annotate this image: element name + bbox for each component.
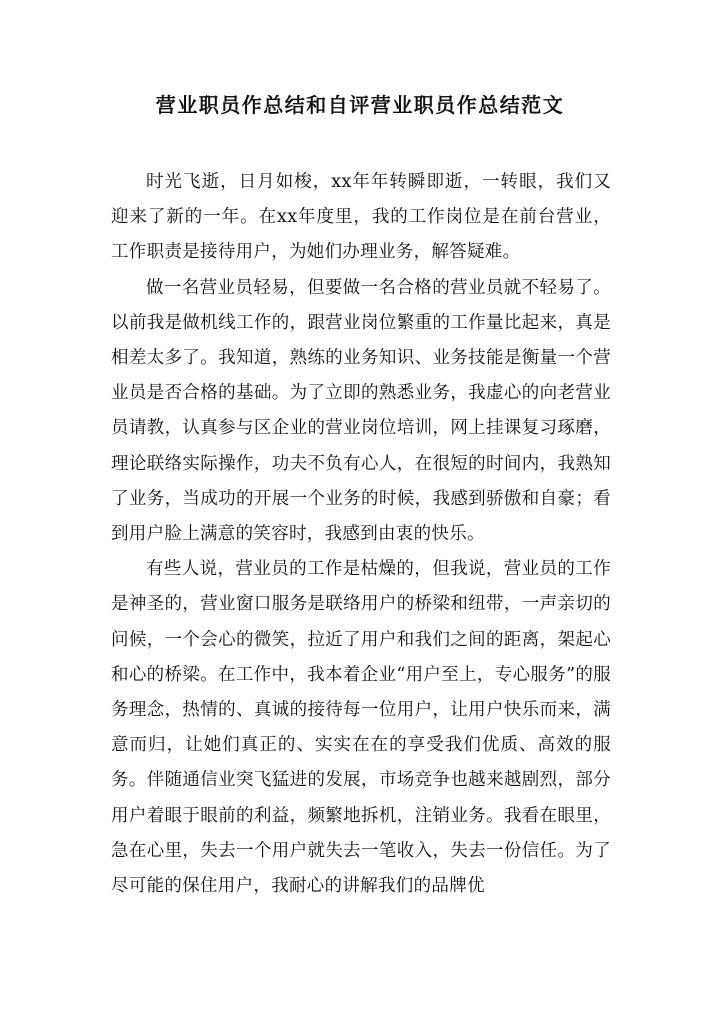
paragraph: 时光飞逝，日月如梭，xx年年转瞬即逝，一转眼，我们又迎来了新的一年。在xx年度里，我的工作岗位是在前台营业，工作职责是接待用户，为她们办理业务，解答疑难。 [111, 172, 611, 263]
paragraph: 有些人说，营业员的工作是枯燥的，但我说，营业员的工作是神圣的，营业窗口服务是联络用户的桥梁和纽带，一声亲切的问候，一个会心的微笑，拉近了用户和我们之间的距离，架起心和心的桥梁。在工作中，我本着企业“用户至上，专心服务”的服务理念，热情的、真诚的接待每一位用户，让用户快乐而来，满意而归，让她们真正的、实实在在的享受我们优质、高效的服务。伴随通信业突飞猛进的发展，市场竞争也越来越剧烈，部分用户着眼于眼前的利益，频繁地拆机，注销业务。我看在眼里，急在心里，失去一个用户就失去一笔收入，失去一份信任。为了尽可能的保住用户，我耐心的讲解我们的品牌优 [111, 559, 611, 897]
document-body [111, 165, 611, 904]
document-title: 营业职员作总结和自评营业职员作总结范文 [155, 93, 565, 117]
paragraph: 做一名营业员轻易，但要做一名合格的营业员就不轻易了。以前我是做机线工作的，跟营业岗位繁重的工作量比起来，真是相差太多了。我知道，熟练的业务知识、业务技能是衡量一个营业员是否合格的基础。为了立即的熟悉业务，我虚心的向老营业员请教，认真参与区企业的营业岗位培训，网上挂课复习琢磨，理论联络实际操作，功夫不负有心人，在很短的时间内，我熟知了业务，当成功的开展一个业务的时候，我感到骄傲和自豪；看到用户脸上满意的笑容时，我感到由衷的快乐。 [111, 277, 611, 545]
